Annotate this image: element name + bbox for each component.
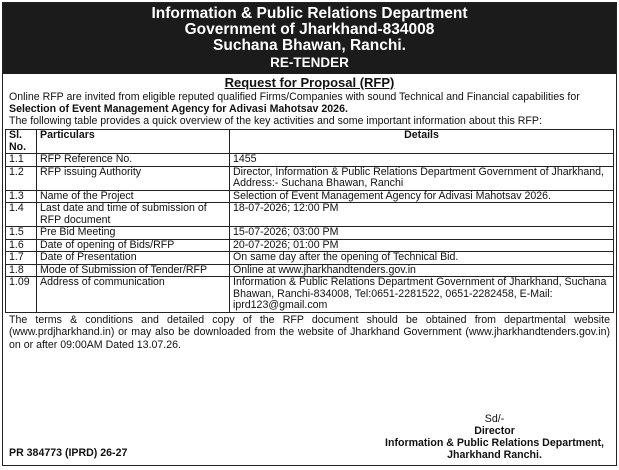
row-details: On same day after the opening of Technical Bid. — [230, 252, 614, 265]
signature-sd: Sd/- — [484, 413, 505, 425]
row-particular: Mode of Submission of Tender/RFP — [37, 264, 230, 277]
row-sl: 1.4 — [6, 203, 37, 227]
row-details: Information & Public Relations Department Government of Jharkhand, Suchana Bhawan, Ranchi-834008, Tel:0651-2281522, 0651-2282458, E-Mail: iprd123@gmail.com — [230, 277, 614, 313]
row-details: 1455 — [230, 154, 614, 167]
row-particular: RFP Reference No. — [37, 154, 230, 167]
row-sl: 1.8 — [6, 264, 37, 277]
row-particular: RFP issuing Authority — [37, 166, 230, 190]
table-row — [6, 227, 614, 240]
signatory-department: Information & Public Relations Department, — [385, 437, 604, 449]
row-particular: Date of Presentation — [37, 252, 230, 265]
intro-project-name: Selection of Event Management Agency for Adivasi Mahotsav 2026. — [9, 103, 348, 115]
pr-number: PR 384773 (IPRD) 26-27 — [9, 447, 128, 459]
row-details: 15-07-2026; 03:00 PM — [230, 227, 614, 240]
signature-block — [385, 413, 604, 461]
table-row — [6, 239, 614, 252]
signatory-place: Jharkhand Ranchi. — [447, 449, 542, 461]
table-header-row — [6, 130, 614, 154]
row-sl: 1.1 — [6, 154, 37, 167]
row-sl: 1.09 — [6, 277, 37, 313]
row-particular: Name of the Project — [37, 190, 230, 203]
row-particular: Address of communication — [37, 277, 230, 313]
row-particular: Date of opening of Bids/RFP — [37, 239, 230, 252]
office-address: Suchana Bhawan, Ranchi. — [213, 37, 406, 54]
government-name: Government of Jharkhand-834008 — [184, 21, 435, 38]
table-row — [6, 264, 614, 277]
header-sl-no: Sl. No. — [6, 130, 37, 154]
row-details: 18-07-2026; 12:00 PM — [230, 203, 614, 227]
header-particulars: Particulars — [37, 130, 230, 154]
row-particular: Last date and time of submission of RFP document — [37, 203, 230, 227]
row-details: Online at www.jharkhandtenders.gov.in — [230, 264, 614, 277]
header-details: Details — [230, 130, 614, 154]
signatory-title: Director — [474, 425, 515, 437]
table-row — [6, 166, 614, 190]
table-row — [6, 154, 614, 167]
header-banner — [3, 3, 616, 74]
row-details: Director, Information & Public Relations Department Government of Jharkhand, Address:- Suchana Bhawan, Ranchi — [230, 166, 614, 190]
table-row — [6, 203, 614, 227]
row-sl: 1.5 — [6, 227, 37, 240]
row-details: Selection of Event Management Agency for Adivasi Mahotsav 2026. — [230, 190, 614, 203]
row-sl: 1.7 — [6, 252, 37, 265]
intro-paragraph — [3, 91, 616, 115]
row-sl: 1.6 — [6, 239, 37, 252]
row-sl: 1.3 — [6, 190, 37, 203]
terms-paragraph: The terms & conditions and detailed copy of the RFP document should be obtained from departmental website (www.prdjharkhand.in) or may also be downloaded from the website of Jharkhand Government (www.jharkhandtenders.gov.in) on or after 09:00AM Dated 13.07.26. — [9, 313, 610, 351]
row-particular: Pre Bid Meeting — [37, 227, 230, 240]
retender-label: RE-TENDER — [270, 55, 349, 70]
department-name: Information & Public Relations Department — [151, 5, 468, 22]
table-row — [6, 277, 614, 313]
intro-text: Online RFP are invited from eligible reputed qualified Firms/Companies with sound Technical and Financial capabilities for — [9, 91, 580, 103]
row-details: 20-07-2026; 01:00 PM — [230, 239, 614, 252]
table-row — [6, 190, 614, 203]
table-row — [6, 252, 614, 265]
rfp-title: Request for Proposal (RFP) — [224, 75, 395, 90]
intro-overview: The following table provides a quick overview of the key activities and some important information about this RFP: — [9, 115, 542, 127]
tender-notice — [2, 2, 617, 466]
row-sl: 1.2 — [6, 166, 37, 190]
rfp-details-table — [5, 129, 614, 313]
